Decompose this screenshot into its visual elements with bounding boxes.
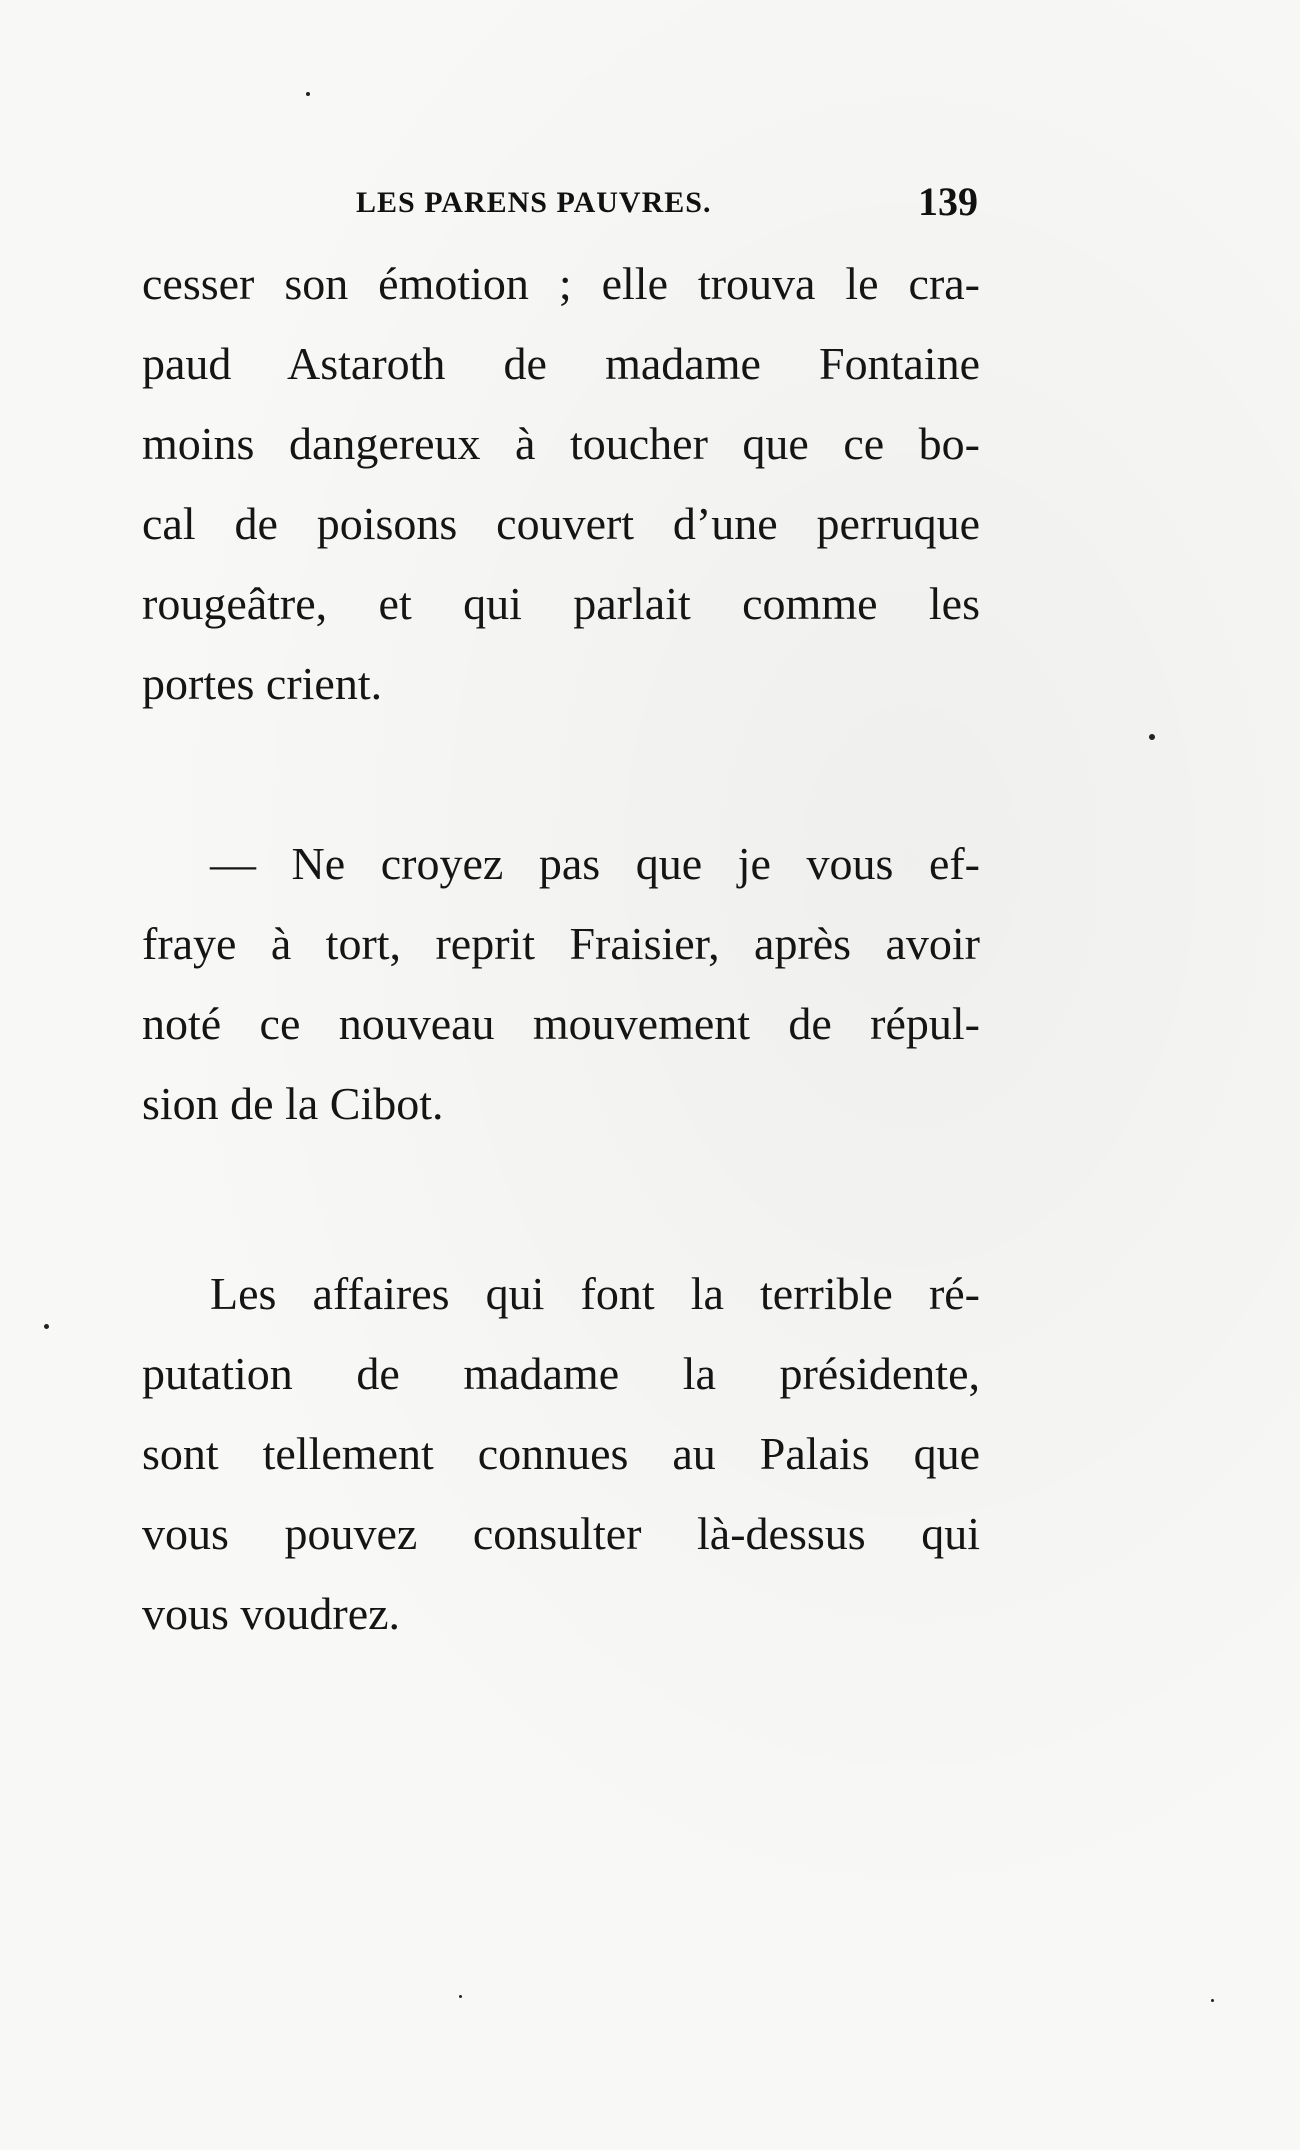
paper-speck bbox=[459, 1995, 462, 1998]
text-line: cal de poisons couvert d’une perruque bbox=[142, 498, 980, 549]
text-line: moins dangereux à toucher que ce bo- bbox=[142, 418, 980, 469]
text-line: portes crient. bbox=[142, 658, 383, 709]
running-title: LES PARENS PAUVRES. bbox=[356, 186, 712, 219]
paper-speck bbox=[1149, 734, 1155, 740]
text-line: noté ce nouveau mouvement de répul- bbox=[142, 998, 980, 1049]
paper-speck bbox=[1211, 1999, 1214, 2002]
text-line: — Ne croyez pas que je vous ef- bbox=[210, 838, 980, 889]
page-number: 139 bbox=[918, 179, 978, 224]
text-line: putation de madame la présidente, bbox=[142, 1348, 980, 1399]
text-line: sont tellement connues au Palais que bbox=[142, 1428, 980, 1479]
text-line: Les affaires qui font la terrible ré- bbox=[210, 1268, 980, 1319]
text-line: vous pouvez consulter là-dessus qui bbox=[142, 1508, 980, 1559]
paper-speck bbox=[306, 92, 310, 96]
text-line: paud Astaroth de madame Fontaine bbox=[142, 338, 980, 389]
text-line: rougeâtre, et qui parlait comme les bbox=[142, 578, 980, 629]
text-line: cesser son émotion ; elle trouva le cra- bbox=[142, 258, 980, 309]
page-header bbox=[356, 178, 978, 226]
text-line: fraye à tort, reprit Fraisier, après avoir bbox=[142, 918, 980, 969]
paper-speck bbox=[44, 1324, 49, 1329]
text-line: vous voudrez. bbox=[142, 1588, 401, 1639]
text-line: sion de la Cibot. bbox=[142, 1078, 444, 1129]
